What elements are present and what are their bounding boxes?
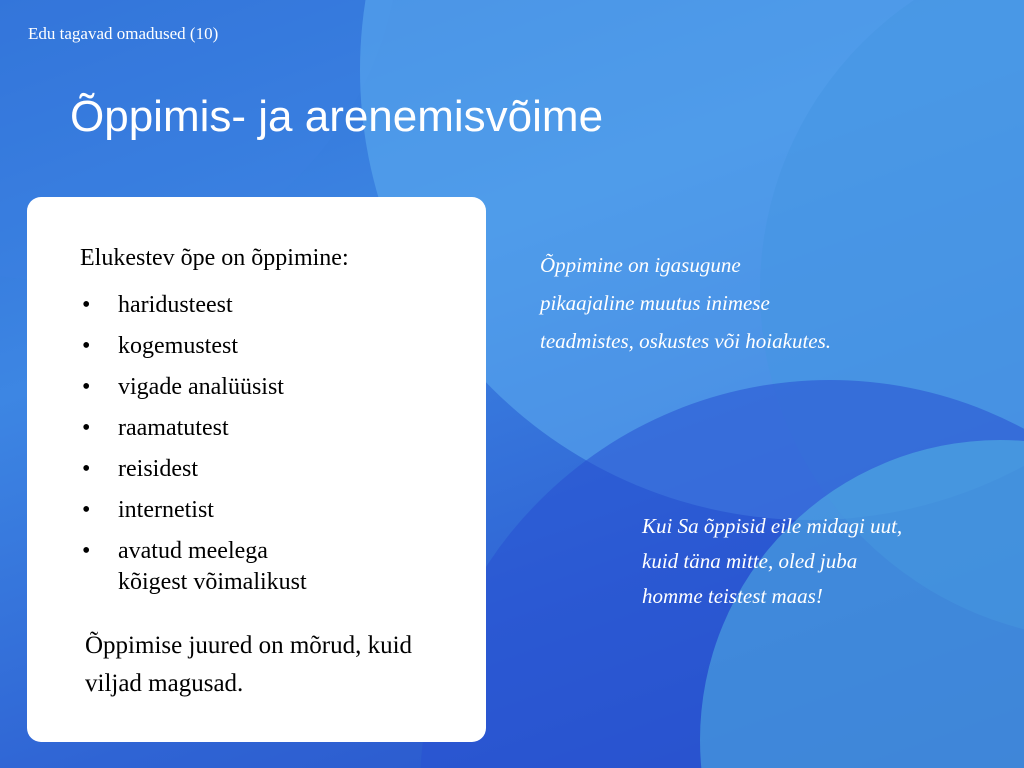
content-card: [27, 197, 486, 742]
list-item: • haridusteest: [80, 285, 307, 326]
bullet-icon: •: [82, 374, 91, 400]
bullet-list: [80, 285, 307, 598]
list-item: • internetist: [80, 490, 307, 531]
bullet-icon: •: [82, 456, 91, 482]
bullet-icon: •: [82, 538, 91, 564]
list-item: • avatud meelega kõigest võimalikust: [82, 538, 307, 595]
proverb-text: Õppimise juured on mõrud, kuid viljad magusad.: [85, 632, 413, 697]
list-item: • reisidest: [80, 449, 307, 490]
bullet-icon: •: [82, 497, 91, 523]
motivation-quote: Kui Sa õppisid eile midagi uut, kuid täna mitte, oled juba homme teistest maas!: [642, 514, 903, 608]
definition-quote: Õppimine on igasugune pikaajaline muutus inimese teadmistes, oskustes või hoiakutes.: [540, 253, 832, 353]
bullet-icon: •: [82, 292, 91, 318]
list-item: • kogemustest: [80, 326, 307, 367]
slide-title: Õppimis- ja arenemisvõime: [70, 92, 604, 141]
bullet-icon: •: [82, 333, 91, 359]
section-label: Edu tagavad omadused (10): [28, 24, 219, 43]
list-item: • raamatutest: [80, 408, 307, 449]
list-intro: Elukestev õpe on õppimine:: [80, 245, 349, 271]
bullet-icon: •: [82, 415, 91, 441]
list-item: • vigade analüüsist: [80, 367, 307, 408]
